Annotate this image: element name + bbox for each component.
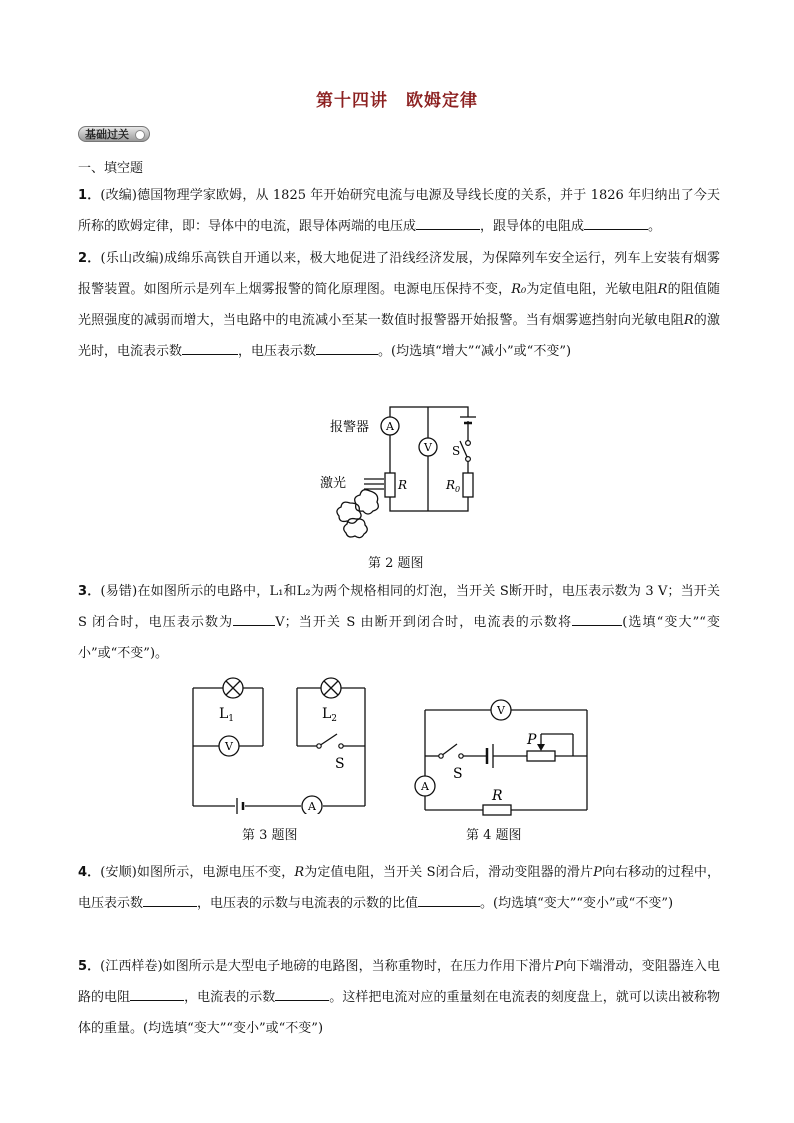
fig4-r-label: R — [492, 788, 503, 804]
question-number: 4． — [78, 865, 101, 880]
symbol-p: P — [554, 959, 564, 974]
question-source: (安顺) — [100, 865, 137, 880]
question-text: ，电流表的示数 — [184, 990, 276, 1005]
figure-3-circuit — [185, 672, 385, 814]
fig2-r0-label: $R_0$ — [446, 478, 461, 494]
answer-blank[interactable] — [584, 215, 648, 230]
fig3-ammeter-label: A — [308, 800, 316, 813]
question-source: (江西样卷) — [100, 959, 163, 974]
question-text: 的激光时，电流表示数 — [78, 313, 720, 359]
question-text: 德国物理学家欧姆，从 1825 年开始研究电流与电源及导线长度的关系，并于 1826 年归纳出了今天所称的欧姆定律，即：导体中的电流，跟导体两端的电压成 — [78, 188, 721, 234]
question-1 — [78, 180, 720, 242]
symbol-r: R — [657, 282, 668, 297]
question-text: 如图所示是大型电子地磅的电路图，当称重物时，在压力作用下滑片 — [162, 959, 555, 974]
fig2-switch-label: S — [452, 444, 461, 458]
answer-blank[interactable] — [275, 986, 329, 1001]
question-text: 。(均选填“变大”“变小”或“不变”) — [480, 896, 674, 911]
question-text: 向下端滑动，变阻器连入电路的电阻 — [78, 959, 720, 1005]
answer-blank[interactable] — [418, 892, 480, 907]
fig3-l1-label: $L_1$ — [219, 706, 235, 724]
symbol-r: R — [294, 865, 305, 880]
badge-label: 基础过关 — [85, 128, 129, 141]
question-source: (乐山改编) — [100, 251, 164, 266]
question-text: 为定值电阻，当开关 S闭合后，滑动变阻器的滑片 — [304, 865, 594, 880]
answer-blank[interactable] — [233, 611, 275, 626]
question-text: V；当开关 S 由断开到闭合时，电流表的示数将 — [275, 615, 573, 630]
question-text: (选填“变大”“变小”或“不变”)。 — [78, 615, 720, 661]
question-text: ，电压表示数 — [238, 344, 317, 359]
question-text: 。这样把电流对应的重量刻在电流表的刻度盘上，就可以读出被称物体的重量。(均选填“变大”“变小”或“不变”) — [78, 990, 720, 1036]
fig4-voltmeter-label: V — [497, 704, 505, 717]
symbol-r: R — [683, 313, 694, 328]
question-text: ，电压表的示数与电流表的示数的比值 — [197, 896, 419, 911]
question-source: (改编) — [100, 188, 137, 203]
question-3 — [78, 576, 720, 669]
question-text: 如图所示，电源电压不变， — [136, 865, 295, 880]
question-text: 。 — [648, 219, 662, 234]
fig2-ammeter-label: A — [386, 420, 394, 433]
fig4-ammeter-label: A — [421, 780, 429, 793]
fig4-p-label: P — [527, 732, 537, 748]
question-5 — [78, 951, 720, 1044]
fig3-l2-label: $L_2$ — [322, 706, 338, 724]
question-number: 3． — [78, 584, 101, 599]
page-title: 第十四讲 欧姆定律 — [316, 91, 478, 111]
figure-4-circuit — [405, 694, 605, 818]
figure-2-caption: 第 2 题图 — [368, 556, 424, 571]
answer-blank[interactable] — [143, 892, 197, 907]
question-text: 成绵乐高铁自开通以来，极大地促进了沿线经济发展，为保障列车安全运行，列车上安装有烟雾报警装置。如图所示是列车上烟雾报警的简化原理图。电源电压保持不变， — [78, 251, 720, 297]
question-2 — [78, 243, 720, 367]
answer-blank[interactable] — [130, 986, 184, 1001]
fig3-switch-label: S — [335, 756, 345, 772]
symbol-p: P — [593, 865, 602, 880]
answer-blank[interactable] — [316, 340, 378, 355]
fig2-alarm-label: 报警器 — [330, 420, 370, 435]
question-text: 向右移动的过程中，电压表示数 — [78, 865, 720, 911]
badge-arrow-icon — [135, 130, 145, 140]
question-number: 2． — [78, 251, 101, 266]
symbol-r0: R₀ — [511, 282, 527, 297]
question-text: 在如图所示的电路中，L₁和L₂为两个规格相同的灯泡，当开关 S断开时，电压表示数为 3 V；当开关 S 闭合时，电压表示数为 — [78, 584, 720, 630]
question-text: 。(均选填“增大”“减小”或“不变”) — [378, 344, 572, 359]
fig2-voltmeter-label: V — [424, 441, 432, 454]
section-heading: 一、填空题 — [78, 161, 144, 176]
section-badge — [78, 126, 150, 142]
question-text: 为定值电阻，光敏电阻 — [526, 282, 658, 297]
fig2-r-label: R — [398, 478, 408, 492]
figure-2-circuit — [320, 395, 490, 545]
fig2-laser-label: 激光 — [320, 476, 347, 491]
answer-blank[interactable] — [182, 340, 238, 355]
question-text: 的阻值随光照强度的减弱而增大，当电路中的电流减小至某一数值时报警器开始报警。当有烟雾遮挡射向光敏电阻 — [78, 282, 720, 328]
figure-4-caption: 第 4 题图 — [466, 828, 522, 843]
figure-3-caption: 第 3 题图 — [242, 828, 298, 843]
question-number: 5． — [78, 959, 101, 974]
question-text: ，跟导体的电阻成 — [480, 219, 585, 234]
question-number: 1． — [78, 188, 101, 203]
question-source: (易错) — [100, 584, 138, 599]
answer-blank[interactable] — [416, 215, 480, 230]
question-4 — [78, 857, 720, 919]
answer-blank[interactable] — [572, 611, 622, 626]
fig4-switch-label: S — [453, 766, 463, 782]
fig3-voltmeter-label: V — [225, 740, 233, 753]
